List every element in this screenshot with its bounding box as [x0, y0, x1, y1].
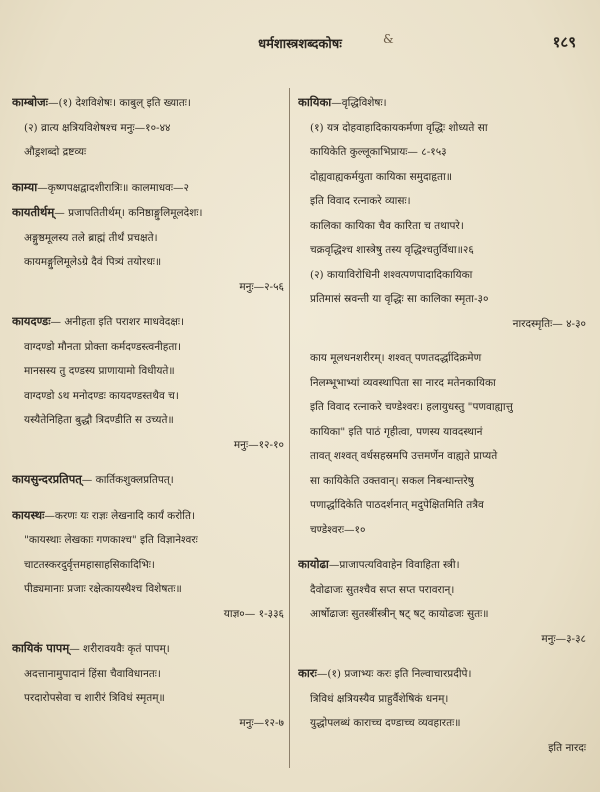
entry-line [12, 577, 292, 602]
dictionary-entry [12, 175, 292, 300]
citation [12, 602, 292, 627]
headword: काम्या [12, 179, 38, 194]
ink-mark: & [383, 32, 394, 46]
dictionary-entry [12, 90, 292, 165]
line-text: कायिकेति कुल्लूकाभिप्रायः— ८-१५३ [310, 146, 447, 158]
line-text: पणार्द्धादिकेति पाठदर्शनात् मदुपेक्षितमिति तत्रैव [310, 499, 484, 511]
dictionary-entry [12, 467, 292, 493]
line-text: औड्रशब्दो द्रष्टव्यः [24, 146, 87, 158]
line-text: तावत् शश्वत् वर्धसहस्रमपि उत्तमर्णेन वाह्यते प्राप्यते [310, 450, 498, 462]
line-text: निलम्भूभाभ्यां व्यवस्थापिता सा नारद मतेनकायिका [310, 376, 496, 389]
line-text: सा कायिकेति उक्तवान्। सकल निबन्धान्तरेषु [310, 474, 474, 487]
entry-line [298, 189, 594, 214]
entry-line [298, 116, 594, 141]
line-text: अङ्गुष्ठमूलस्य तले ब्राह्मं तीर्थं प्रचक्षते। [24, 231, 158, 244]
dictionary-entry [12, 636, 292, 735]
dictionary-entry [298, 90, 594, 336]
citation [12, 711, 292, 736]
entry-line [298, 493, 594, 518]
page-title: धर्मशास्त्रशब्दकोषः [258, 37, 342, 52]
citation [298, 627, 594, 652]
entry-line [12, 408, 292, 433]
entry-line [298, 687, 594, 712]
line-text: यस्यैतेनिहिता बुद्धौ त्रिदण्डीति स उच्यते॥ [24, 414, 174, 426]
citation [12, 433, 292, 458]
headword: कायिका [298, 95, 332, 109]
line-text: युद्धोपलब्धं काराच्च दण्डाच्च व्यवहारतः॥ [310, 717, 461, 729]
line-text: परदारोपसेवा च शारीरं त्रिविधं स्मृतम्॥ [24, 692, 165, 704]
line-text: वाग्दण्डो मौनता प्रोक्ता कर्मदण्डस्त्वनीहता। [24, 340, 182, 353]
line-text: चक्रवृद्धिश्च शास्त्रेषु तस्य वृद्धिश्चतुर्विधा॥२६ [310, 244, 474, 256]
line-text: आर्षोढाजः सुतस्त्रींस्त्रीन् षट् षट् कायोढजः सुतः॥ [310, 608, 489, 620]
entry-line [298, 287, 594, 312]
entry-line [12, 467, 292, 493]
line-text: — अनीहता इति पराशर माधवेदक्षः। [50, 316, 185, 328]
line-text: अदत्तानामुपादानं हिंसा चैवाविधानतः। [24, 667, 161, 680]
entry-line [12, 309, 292, 335]
entry-line [12, 503, 292, 529]
line-text: चण्डेश्वरः—१० [310, 523, 366, 536]
entry-line [298, 238, 594, 263]
entry-line [12, 636, 292, 662]
right-column [298, 90, 594, 770]
entry-line [12, 175, 292, 201]
line-text: (२) व्रात्य क्षत्रियविशेषश्च मनुः—१०-४४ [24, 121, 171, 134]
line-text: — प्रजापतितीर्थम्। कनिष्ठाङ्गुलिमूलदेशः। [54, 207, 203, 219]
line-text: —(१) प्रजाभ्यः करः इति निल्वाचारप्रदीपे। [316, 668, 472, 680]
entry-line [298, 552, 594, 578]
line-text: याज्ञ०— १-३३६ [223, 607, 284, 620]
citation [298, 312, 594, 337]
entry-line [298, 263, 594, 288]
line-text: मनुः—१२-१० [233, 438, 284, 451]
entry-line [298, 711, 594, 736]
entry-line [298, 469, 594, 494]
entry-line [12, 116, 292, 141]
entry-line [12, 200, 292, 226]
headword: कायोढा [298, 557, 329, 571]
line-text: नारदस्मृतिः— ४-३० [512, 317, 586, 330]
entry-line [12, 662, 292, 687]
entry-line [298, 140, 594, 165]
headword: कायस्थः [12, 507, 45, 522]
line-text: प्रतिमासं स्रवन्ती या वृद्धिः सा कालिका स्मृता-३० [310, 293, 489, 305]
entry-line [298, 578, 594, 603]
entry-line [12, 335, 292, 360]
entry-line [298, 602, 594, 627]
line-text: इति नारदः [548, 741, 586, 754]
dictionary-entry [298, 552, 594, 651]
dictionary-entry [12, 503, 292, 627]
entry-line [298, 518, 594, 543]
entry-line [12, 140, 292, 165]
line-text: मानसस्य तु दण्डस्य प्राणायामो विधीयते॥ [24, 365, 175, 377]
left-column [12, 90, 292, 745]
citation [298, 736, 594, 761]
entry-line [12, 250, 292, 275]
headword: कायदण्डः [12, 314, 51, 328]
headword: कायतीर्थम् [12, 205, 55, 219]
line-text: इति विवाद रत्नाकरे चण्डेश्वरः। हलायुधस्तु "पणवाह्यात्तु [310, 401, 513, 413]
headword: कायसुन्दरप्रतिपत् [12, 472, 82, 486]
line-text: पीड्यमानाः प्रजाः रक्षेत्कायस्थैश्च विशेषतः॥ [24, 583, 182, 595]
line-text: —(१) देशविशेषः। काबुल् इति ख्यातः। [47, 97, 191, 109]
line-text: — शरीरावयवैः कृतं पापम्। [69, 643, 170, 655]
line-text: काय मूलधनशरीरम्। शश्वत् पणतदर्द्धादिक्रमेण [310, 352, 482, 364]
line-text: कायिका" इति पाठं गृहीत्वा, पणस्य यावदस्थानं [310, 425, 483, 438]
entry-line [12, 528, 292, 553]
entry-line [12, 226, 292, 251]
line-text: (१) यत्र दोहवाहादिकायकर्मणा वृद्धिः शोध्यते सा [310, 121, 488, 134]
entry-line [298, 346, 594, 371]
line-text: —कृष्णपक्षद्वादशीरात्रिः॥ कालमाधवः—२ [37, 181, 189, 194]
line-text: कालिका कायिका चैव कारिता च तथापरे। [310, 219, 464, 232]
headword: कायिकं पापम् [12, 641, 70, 655]
line-text: —करणः यः राज्ञः लेखनादि कार्यं करोति। [44, 509, 195, 522]
entry-line [298, 661, 594, 687]
line-text: —प्राजापत्यविवाहेन विवाहिता स्त्री। [328, 559, 460, 571]
entry-line [298, 214, 594, 239]
headword: कारः [298, 666, 317, 680]
line-text: "कायस्थाः लेखकाः गणकाश्च" इति विज्ञानेश्वरः [24, 534, 198, 546]
line-text: मनुः—२-५६ [239, 280, 284, 293]
entry-line [298, 371, 594, 396]
line-text: इति विवाद रत्नाकरे व्यासः। [310, 195, 411, 207]
dictionary-entry [298, 346, 594, 542]
entry-line [298, 165, 594, 190]
citation [12, 275, 292, 300]
line-text: (२) कायाविरोधिनी शश्वत्पणपादादिकायिका [310, 268, 473, 281]
line-text: त्रिविधं क्षत्रियस्यैव प्राहुर्वैशेषिकं धनम्। [310, 692, 449, 705]
entry-line [12, 686, 292, 711]
entry-line [298, 444, 594, 469]
headword: काम्बोजः [12, 95, 48, 109]
page-number: १८९ [552, 33, 576, 51]
line-text: —वृद्धिविशेषः। [331, 97, 387, 109]
entry-line [298, 395, 594, 420]
entry-line [12, 359, 292, 384]
line-text: मनुः—३-३८ [541, 632, 586, 645]
dictionary-entry [12, 309, 292, 457]
dictionary-entry [298, 661, 594, 760]
entry-line [298, 420, 594, 445]
entry-line [12, 553, 292, 578]
line-text: चाटतस्करदुर्वृत्तमहासाहसिकादिभिः। [24, 558, 155, 571]
line-text: वाग्दण्डो ऽथ मनोदण्डः कायदण्डस्तथैव च। [24, 389, 179, 402]
line-text: दोह्यवाह्यकर्मयुता कायिका समुदाहृता॥ [310, 170, 453, 183]
line-text: दैवोढाजः सुतश्चैव सप्त सप्त परावरान्। [310, 583, 455, 596]
entry-line [12, 90, 292, 116]
line-text: मनुः—१२-७ [239, 716, 284, 729]
page-header [0, 30, 600, 54]
entry-line [298, 90, 594, 116]
line-text: — कार्तिकशुक्लप्रतिपत्। [81, 474, 174, 486]
line-text: कायमङ्गुलिमूलेऽग्रे दैवं पित्र्यं तयोरधः॥ [24, 256, 162, 268]
entry-line [12, 384, 292, 409]
